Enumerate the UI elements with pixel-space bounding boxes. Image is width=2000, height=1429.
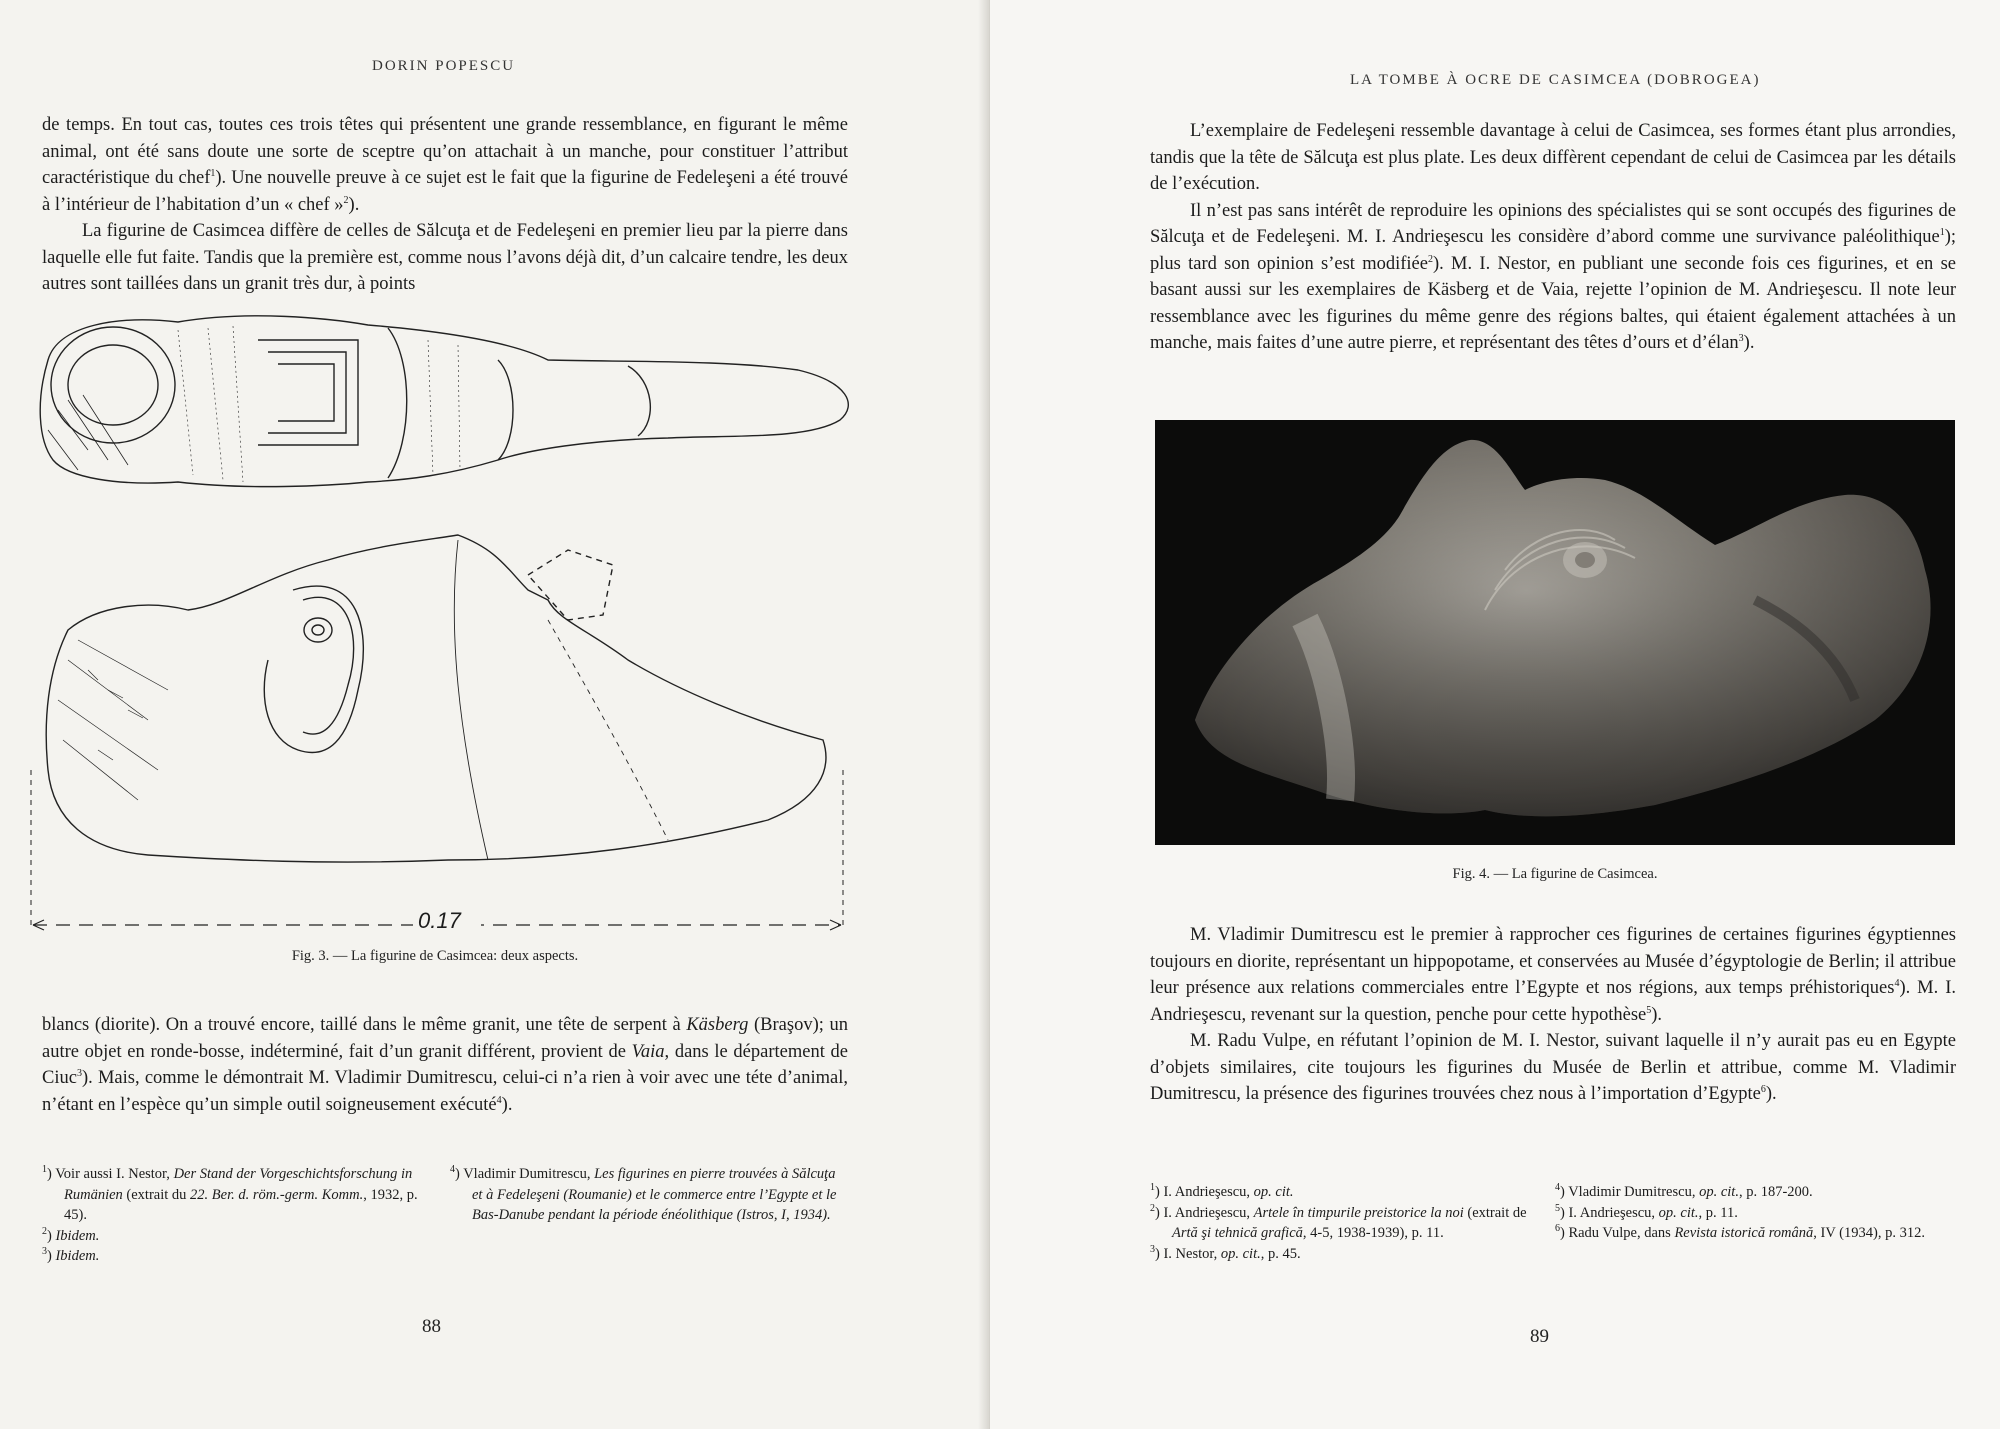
left-footnotes-col1 [42,1164,432,1267]
right-paragraph-1: L’exemplaire de Fedeleşeni ressemble davantage à celui de Casimcea, ses formes étant plus arrondies, tandis que la tête de Sălcuţa est plus plate. Les deux diffèrent cependant de celui de Casimcea par les détails de l’exécution. [1150,121,1956,194]
right-paragraph-2: Il n’est pas sans intérêt de reproduire les opinions des spécialistes qui se sont occupés des figurines de Sălcuţa et de Fedeleşeni. M. I. Andrieşescu les considère d’abord comme une survivance paléolithique$^1$); plus tard son opinion s’est modifiée$^2$). M. I. Nestor, en publiant une seconde fois ces figurines, et en se basant aussi sur les exemplaires de Käsberg et de Vaia, rejette l’opinion de M. Andrieşescu. Il note leur ressemblance avec les figurines du même genre des régions baltes, qui étaient également attachées à un manche, mais faites d’une autre pierre, et représentant des têtes d’ours et d’élan$^3$). [1150,200,1956,353]
right-footnote-6: $^6$) Radu Vulpe, dans Revista istorică română, IV (1934), p. 312. [1555,1223,1925,1241]
right-page [990,0,2000,1429]
right-text-bottom [1150,922,1956,1108]
left-paragraph-3: blancs (diorite). On a trouvé encore, taillé dans le même granit, une tête de serpent à Käsberg (Braşov); un autre objet en ronde-bosse, indéterminé, fait d’un granit différent, provient de Vaia, dans le département de Ciuc$^3$). Mais, comme le démontrait M. Vladimir Dumitrescu, celui-ci n’a rien à voir avec une téte d’animal, n’étant en l’espèce qu’un simple outil soigneusement exécuté$^4$). [42,1015,848,1115]
left-footnote-2: $^2$) Ibidem. [42,1225,100,1244]
figure-4-photo [1155,420,1955,845]
left-footnote-1: $^1$) Voir aussi I. Nestor, Der Stand der Vorgeschichtsforschung in Rumänien (extrait du 22. Ber. d. röm.-germ. Komm., 1932, p. 45). [42,1164,418,1223]
page-number-left: 88 [422,1316,441,1337]
scale-label: 0.17 [418,908,461,933]
left-paragraph-1: de temps. En tout cas, toutes ces trois têtes qui présentent une grande ressemblance, en figurant le même animal, ont été sans doute une sorte de sceptre qu’on attachait à un manche, pour constituer l’attribut caractéristique du chef$^1$). Une nouvelle preuve à ce sujet est le fait que la figurine de Fedeleşeni a été trouvé à l’intérieur de l’habitation d’un « chef »$^2$). [42,115,848,215]
running-head-left: DORIN POPESCU [372,58,516,74]
right-footnote-3: $^3$) I. Nestor, op. cit., p. 45. [1150,1243,1301,1262]
page-number-right: 89 [1530,1326,1549,1347]
left-footnote-4: $^4$) Vladimir Dumitrescu, Les figurines en pierre trouvées à Sălcuţa et à Fedeleşeni (Roumanie) et le commerce entre l’Egypte et le Bas-Danube pendant la période énéolithique (Istros, I, 1934). [450,1164,837,1223]
figure-top-view-outline [40,316,848,487]
left-footnotes-col2 [450,1164,848,1226]
right-footnote-4: $^4$) Vladimir Dumitrescu, op. cit., p. 187-200. [1555,1182,1813,1200]
left-text-top [42,112,848,298]
right-footnote-1: $^1$) I. Andrieşescu, op. cit. [1150,1182,1294,1200]
right-text-top [1150,118,1956,357]
right-footnote-2: $^2$) I. Andrieşescu, Artele în timpurile preistorice la noi (extrait de Artă şi tehnică grafică, 4-5, 1938-1939), p. 11. [1150,1202,1527,1241]
figure-side-view-outline [46,535,826,862]
right-paragraph-3: M. Vladimir Dumitrescu est le premier à rapprocher ces figurines de certaines figurines égyptiennes toujours en diorite, représentant un hippopotame, et conservées au Musée d’égyptologie de Berlin; il attribue leur présence aux relations commerciales entre l’Egypte et nos régions, aux temps préhistoriques$^4$). M. I. Andrieşescu, revenant sur la question, penche pour cette hypothèse$^5$). [1150,925,1956,1025]
right-footnote-5: $^5$) I. Andrieşescu, op. cit., p. 11. [1555,1202,1738,1221]
figure-3-caption: Fig. 3. — La figurine de Casimcea: deux aspects. [291,948,579,964]
left-footnote-3: $^3$) Ibidem. [42,1246,100,1264]
right-paragraph-4: M. Radu Vulpe, en réfutant l’opinion de M. I. Nestor, suivant laquelle il n’y aurait pas eu en Egypte d’objets similaires, cite toujours les figurines du Musée de Berlin et attribue, comme M. Vladimir Dumitrescu, la présence des figurines trouvées chez nous à l’importation d’Egypte$^6$). [1150,1031,1956,1104]
figure-3-drawings [28,300,858,940]
left-paragraph-2: La figurine de Casimcea diffère de celles de Sălcuţa et de Fedeleşeni en premier lieu par la pierre dans laquelle elle fut faite. Tandis que la première est, comme nous l’avons déjà dit, d’un calcaire tendre, les deux autres sont taillées dans un granit très dur, à points [42,221,848,294]
left-text-bottom [42,1012,848,1118]
figure-4-caption: Fig. 4. — La figurine de Casimcea. [1452,866,1658,882]
running-head-right: LA TOMBE À OCRE DE CASIMCEA (DOBROGEA) [1350,72,1761,88]
left-page [0,0,990,1429]
right-footnotes-col2 [1555,1182,1955,1244]
right-footnotes-col1 [1150,1182,1540,1264]
